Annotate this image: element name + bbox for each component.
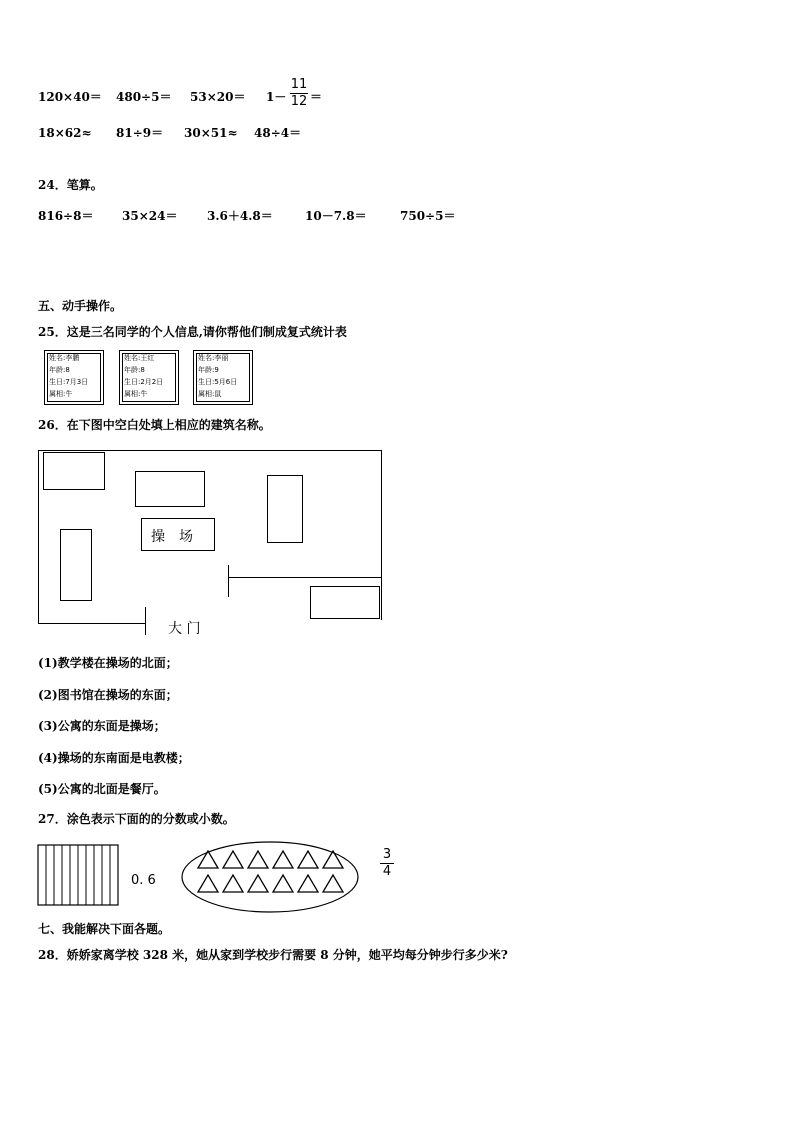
card-birthday: 生日:2月2日 — [124, 378, 164, 386]
triangle[interactable] — [198, 851, 218, 868]
info-card-1 — [44, 350, 104, 405]
fraction-numerator: 11 — [290, 77, 308, 92]
triangle[interactable] — [223, 851, 243, 868]
fraction-numerator: 3 — [382, 847, 392, 862]
fraction-11-12 — [290, 78, 308, 109]
calc-8: 48÷4＝ — [254, 126, 302, 140]
q24-title: 24．笔算。 — [38, 178, 103, 192]
striped-rectangle[interactable] — [36, 843, 120, 907]
q26-item-2: (2)图书馆在操场的东面； — [38, 688, 178, 702]
stripe-group — [38, 845, 118, 905]
triangle[interactable] — [223, 875, 243, 892]
calc-3: 53×20＝ — [190, 90, 246, 104]
card-birthday: 生日:5月6日 — [198, 378, 238, 386]
blank-building-northwest[interactable] — [43, 452, 105, 490]
triangle-group — [198, 851, 343, 892]
map-gate-post — [145, 607, 146, 635]
card-age: 年龄:8 — [49, 366, 70, 374]
playground-label: 操 场 — [151, 529, 193, 545]
calc-6: 81÷9＝ — [116, 126, 164, 140]
gate-label: 大 门 — [168, 621, 201, 637]
q26-title: 26．在下图中空白处填上相应的建筑名称。 — [38, 418, 271, 432]
card-zodiac: 属相:牛 — [124, 390, 148, 398]
map-inner-wall-post — [228, 565, 229, 597]
q24-item-4: 10－7.8＝ — [305, 209, 367, 223]
triangle-oval[interactable] — [180, 840, 360, 914]
map-right-wall — [381, 450, 382, 620]
map-inner-wall — [228, 577, 381, 578]
calc-1: 120×40＝ — [38, 90, 102, 104]
card-name: 姓名:李丽 — [198, 354, 229, 362]
q27-title: 27．涂色表示下面的的分数或小数。 — [38, 812, 235, 826]
card-name: 姓名:王红 — [124, 354, 155, 362]
q26-item-1: (1)教学楼在操场的北面； — [38, 656, 178, 670]
q24-item-3: 3.6＋4.8＝ — [207, 209, 273, 223]
section-5-heading: 五、动手操作。 — [38, 299, 123, 313]
decimal-label: 0. 6 — [131, 873, 156, 888]
playground-box — [141, 518, 215, 551]
triangle[interactable] — [323, 875, 343, 892]
blank-building-southeast[interactable] — [310, 586, 380, 619]
blank-building-west[interactable] — [60, 529, 92, 601]
calc-7: 30×51≈ — [184, 126, 238, 140]
q24-item-1: 816÷8＝ — [38, 209, 94, 223]
card-zodiac: 属相:牛 — [49, 390, 73, 398]
calc-4-equals: ＝ — [310, 90, 323, 104]
triangle[interactable] — [248, 875, 268, 892]
q26-item-5: (5)公寓的北面是餐厅。 — [38, 782, 166, 796]
map-bottom-wall — [38, 623, 146, 624]
triangle[interactable] — [273, 851, 293, 868]
map-left-wall — [38, 450, 39, 624]
triangle[interactable] — [298, 875, 318, 892]
card-zodiac: 属相:鼠 — [198, 390, 222, 398]
triangle[interactable] — [298, 851, 318, 868]
triangle[interactable] — [323, 851, 343, 868]
info-card-2 — [119, 350, 179, 405]
card-birthday: 生日:7月3日 — [49, 378, 89, 386]
calc-2: 480÷5＝ — [116, 90, 172, 104]
triangle[interactable] — [248, 851, 268, 868]
triangle[interactable] — [273, 875, 293, 892]
q26-item-3: (3)公寓的东面是操场； — [38, 719, 166, 733]
blank-building-north[interactable] — [135, 471, 205, 507]
fraction-3-4 — [380, 848, 394, 879]
card-name: 姓名:李鹏 — [49, 354, 80, 362]
blank-building-east[interactable] — [267, 475, 303, 543]
section-7-heading: 七、我能解决下面各题。 — [38, 922, 171, 936]
triangle[interactable] — [198, 875, 218, 892]
calc-4: 1－ — [266, 90, 287, 104]
fraction-denominator: 4 — [382, 864, 392, 879]
q24-item-5: 750÷5＝ — [400, 209, 456, 223]
card-age: 年龄:8 — [124, 366, 145, 374]
q25-title: 25．这是三名同学的个人信息,请你帮他们制成复式统计表 — [38, 325, 347, 339]
calc-5: 18×62≈ — [38, 126, 92, 140]
map-top-wall — [38, 450, 382, 451]
fraction-denominator: 12 — [290, 94, 308, 109]
q28-text: 28．娇娇家离学校 328 米，她从家到学校步行需要 8 分钟，她平均每分钟步行多少米? — [38, 948, 508, 962]
info-card-3 — [193, 350, 253, 405]
q24-item-2: 35×24＝ — [122, 209, 178, 223]
q26-item-4: (4)操场的东南面是电教楼； — [38, 751, 190, 765]
card-age: 年龄:9 — [198, 366, 219, 374]
